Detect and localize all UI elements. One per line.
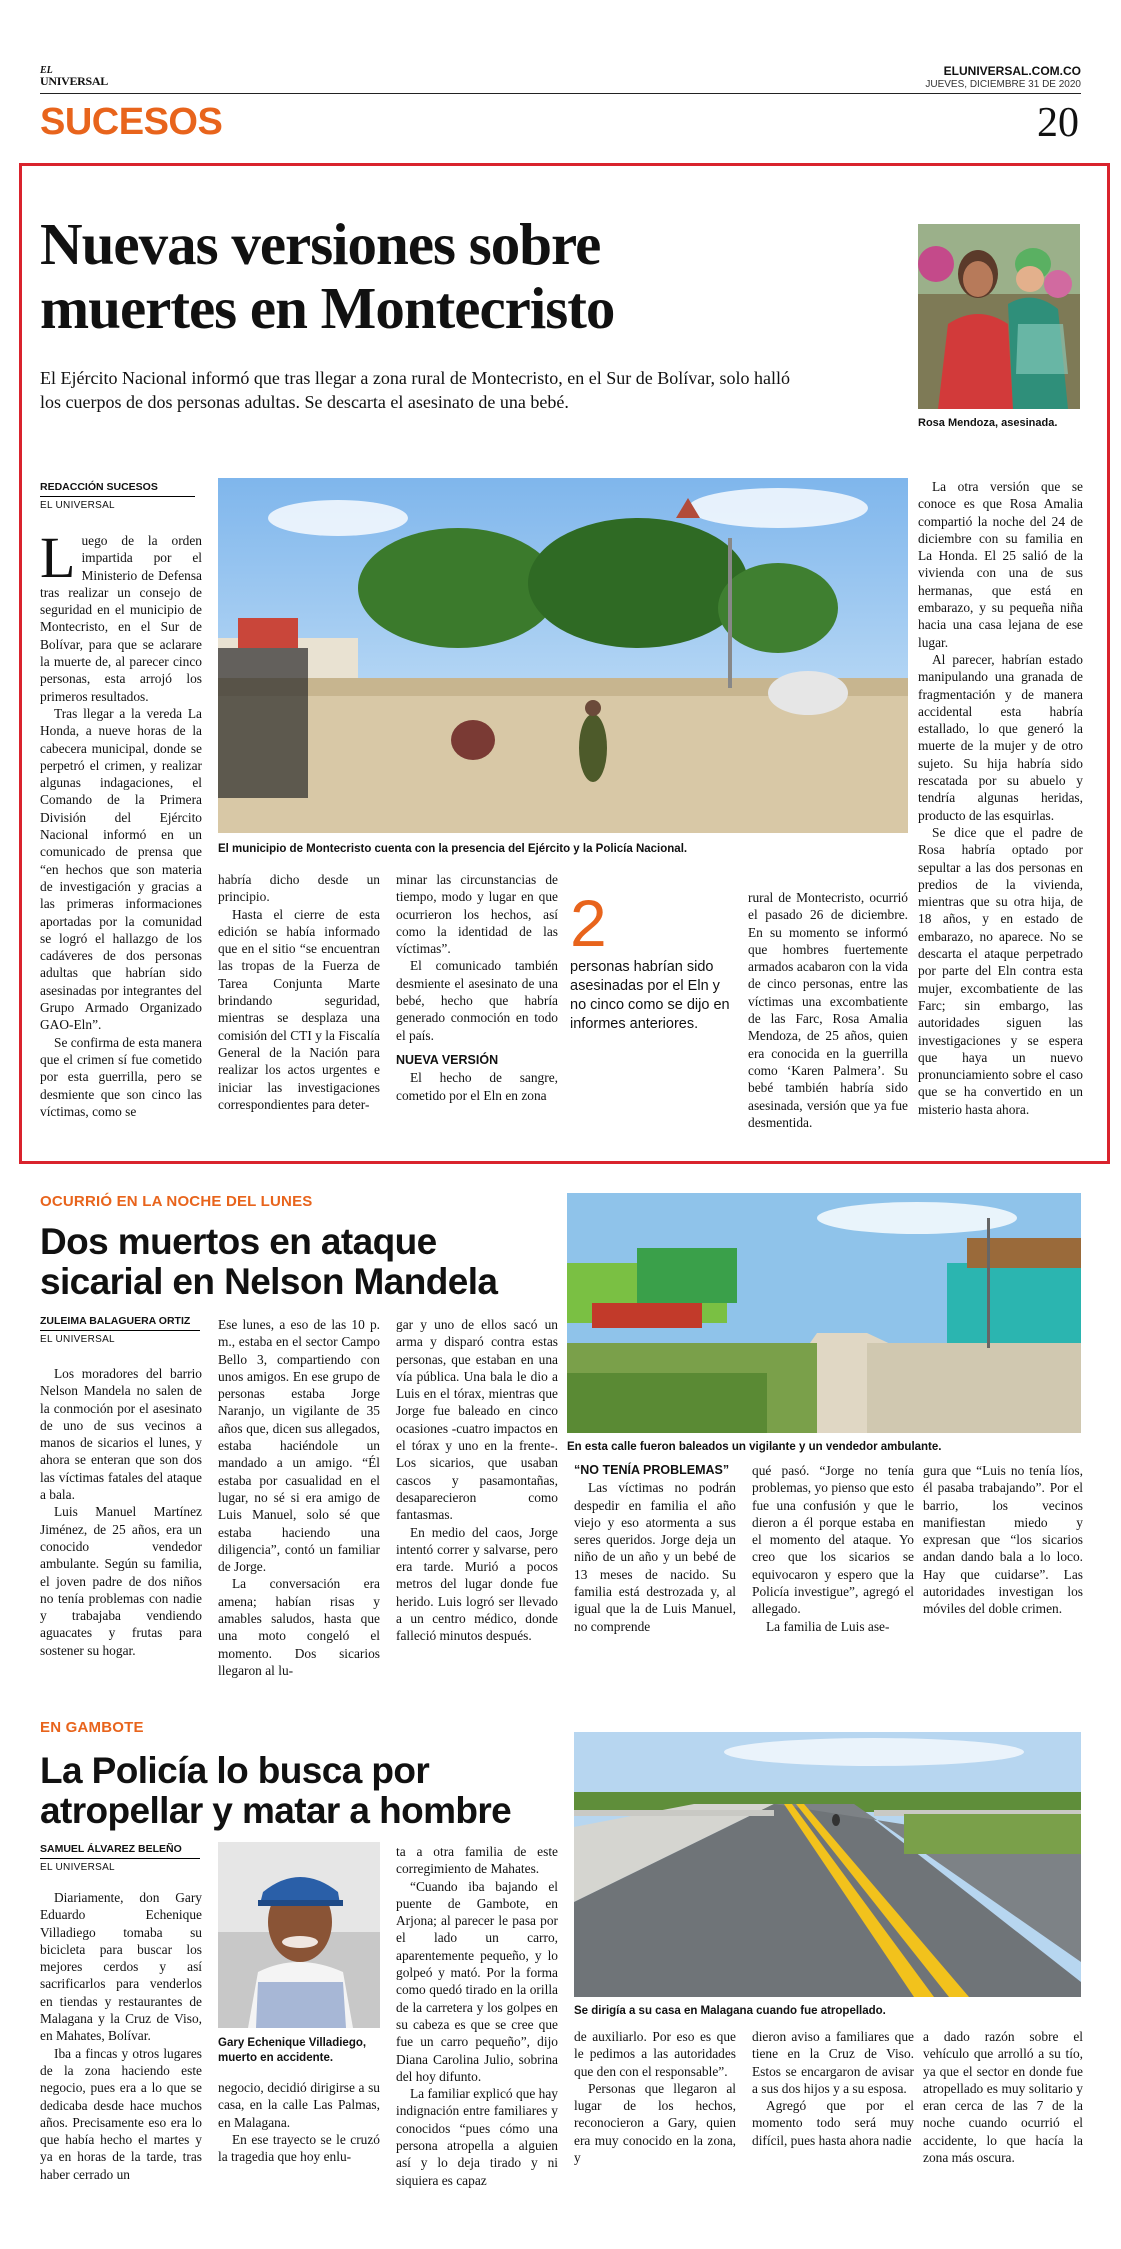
logo-line-2: UNIVERSAL	[40, 74, 108, 88]
story3-col2-p2: En ese trayecto se le cruzó la tragedia que hoy enlu-	[218, 2131, 380, 2165]
story2-column-3	[396, 1316, 558, 1664]
story2-headline-line-2: sicarial en Nelson Mandela	[40, 1261, 498, 1302]
story3-col5-p2: Agregó que por el momento todo será muy difícil, pues hasta ahora nadie	[752, 2098, 914, 2148]
story2-col1-p1: Los moradores del barrio Nelson Mandela no salen de la conmoción por el asesinato de uno de sus vecinos a manos de sicarios el lunes, y ahora se enteran que son dos las víctimas fatales del ataque a bala.	[40, 1366, 202, 1503]
logo-line-1: EL	[40, 65, 53, 76]
story1-col3-p2: El comunicado también desmiente el asesinato de una bebé, hecho que habría generado conmoción en todo el país.	[396, 958, 558, 1043]
story2-col3-p1: gar y uno de ellos sacó un arma y disparó contra estas personas, que estaban en una vía pública. Una bala le dio a Luis en el tórax, mientras que Jorge fue baleado en cinco ocasiones -cuatro impactos en el tórax y uno en la frente-. Los sicarios, que usaban cascos y pasamontañas, desaparecieron como fantasmas.	[396, 1317, 558, 1523]
story2-col5-p1: qué pasó. “Jorge no tenía problemas, yo pienso que esto fue una confusión y que le dieron a él porque estaba en el momento del ataque. Yo creo que los sicarios se equivocaron y espero que la Policía investigue”, agregó el allegado.	[752, 1463, 914, 1617]
story1-dropcap: L	[40, 525, 76, 590]
story2-author-org: EL UNIVERSAL	[40, 1334, 115, 1345]
story2-col2-p2: La conversación era amena; habían risas y amables saludos, hasta que una moto congeló el momento. Dos sicarios llegaron al lu-	[218, 1576, 380, 1678]
story1-col1-p3: Se confirma de esta manera que el crimen sí fue cometido por esta guerrilla, pero se desmiente que son cinco las víctimas, como se	[40, 1034, 202, 1119]
story1-main-photo	[218, 478, 908, 833]
story2-col4-p1: Las víctimas no podrán despedir en familia el año viejo y eso atormenta a sus seres queridos. Jorge deja un niño de un año y un bebé de 13 meses de nacido. Su familia está destrozada y, al igual que la de Luis Manuel, no comprende	[574, 1480, 736, 1634]
story2-col5-p2: La familia de Luis ase-	[766, 1618, 890, 1634]
story1-stat-box	[570, 886, 730, 1034]
story1-headline-line-2: muertes en Montecristo	[40, 275, 615, 341]
story3-column-5	[752, 2028, 914, 2234]
story3-headline-line-1: La Policía lo busca por	[40, 1750, 430, 1791]
story2-col4-subhead: “NO TENÍA PROBLEMAS”	[574, 1463, 730, 1477]
story1-col3-p3: El hecho de sangre, cometido por el Eln en zona	[396, 1070, 558, 1103]
story3-main-photo	[574, 1732, 1081, 1997]
story3-column-2	[218, 2079, 380, 2234]
story1-stat-text: personas habrían sido asesinadas por el Eln y no cinco como se dijo en informes anteriores.	[570, 959, 730, 1032]
story1-column-5	[748, 889, 908, 1131]
story2-headline	[40, 1222, 580, 1302]
story1-column-3	[396, 871, 558, 1131]
story1-portrait-photo	[918, 224, 1080, 409]
story2-byline	[40, 1315, 200, 1345]
story3-column-1	[40, 1889, 202, 2234]
story1-col6-p2: Al parecer, habrían estado manipulando una granada de fragmentación y de manera accidental esta habría estallado, lo que generó la muerte de la mujer y de otro sujeto. Su hija habría sido rescatada por su abuelo y tendría algunas heridas, producto de las esquirlas.	[918, 651, 1083, 823]
story3-author-org: EL UNIVERSAL	[40, 1862, 115, 1873]
story1-portrait-caption: Rosa Mendoza, asesinada.	[918, 417, 1058, 429]
story1-col2-p1: habría dicho desde un principio.	[218, 872, 380, 905]
story3-col4-p1: de auxiliarlo. Por eso es que le pedimos a las autoridades que den con el responsable”.	[574, 2029, 736, 2079]
story3-kicker: EN GAMBOTE	[40, 1719, 144, 1736]
story1-dek: El Ejército Nacional informó que tras llegar a zona rural de Montecristo, en el Sur de Bolívar, solo halló los cuerpos de dos personas adultas. Se descarta el asesinato de una bebé.	[40, 368, 791, 412]
story2-kicker: OCURRIÓ EN LA NOCHE DEL LUNES	[40, 1193, 313, 1210]
section-title: SUCESOS	[40, 101, 223, 143]
story3-column-6	[923, 2028, 1083, 2234]
story3-author: SAMUEL ÁLVAREZ BELEÑO	[40, 1843, 200, 1859]
story1-author-org: EL UNIVERSAL	[40, 500, 115, 511]
story2-column-2	[218, 1316, 380, 1678]
story1-col6-p3: Se dice que el padre de Rosa habría optado por sepultar a las dos personas en predios de la vivienda, mientras que su otra hija, de 18 años, y en estado de embarazo, no aparece. No se descarta el ataque perpetrado por parte del Eln contra esta mujer, excombatiente de las Farc; sin embargo, las autoridades siguen las investigaciones y se espera que haya un nuevo pronunciamiento sobre el caso que se ha convertido en un misterio hasta ahora.	[918, 824, 1083, 1117]
story3-photo-caption: Se dirigía a su casa en Malagana cuando fue atropellado.	[574, 2005, 886, 2017]
issue-date: JUEVES, DICIEMBRE 31 DE 2020	[925, 79, 1081, 90]
story1-col5-p1: rural de Montecristo, ocurrió el pasado 26 de diciembre. En su momento se informó que hombres fuertemente armados acabaron con la vida de cinco personas, entre las víctimas una excombatiente de las Farc, Rosa Amalia Mendoza, de 25 años, quien era conocida en la guerrilla como ‘Karen Palmera’. Su bebé también habría sido asesinada, versión que ya fue desmentida.	[748, 890, 908, 1130]
story1-col1-p2: Tras llegar a la vereda La Honda, a nueve horas de la cabecera municipal, donde se perpetró el crimen, y realizar algunas indagaciones, el Comando de la Primera División del Ejército Nacional informó en un comunicado de prensa que “en hechos que son materia de investigación y gracias a las primeras informaciones aportadas por la comunidad se logró el hallazgo de los cadáveres de dos personas adultas que habrían sido asesinadas por integrantes del Grupo Armado Organizado GAO-Eln”.	[40, 705, 202, 1033]
story2-col1-p2: Luis Manuel Martínez Jiménez, de 25 años, era un conocido vendedor ambulante. Según su familia, el joven padre de dos niños no tenía problemas con nadie y trabajaba vendiendo aguacates y frutas para sostener su hogar.	[40, 1504, 202, 1658]
story1-author: REDACCIÓN SUCESOS	[40, 481, 195, 497]
story2-photo-caption: En esta calle fueron baleados un vigilante y un vendedor ambulante.	[567, 1441, 942, 1453]
story1-headline-line-1: Nuevas versiones sobre	[40, 211, 601, 277]
story2-headline-line-1: Dos muertos en ataque	[40, 1221, 437, 1262]
story1-stat-number: 2	[570, 886, 607, 960]
story1-col3-p1: minar las circunstancias de tiempo, modo y lugar en que ocurrieron los hechos, así como la identidad de las víctimas”.	[396, 872, 558, 957]
story3-column-4	[574, 2028, 736, 2234]
story3-column-3	[396, 1843, 558, 2234]
story2-col3-p2: En medio del caos, Jorge intentó correr y salvarse, pero era tarde. Murió a pocos metros del lugar donde fue herido. Luis logró ser llevado a un centro médico, donde falleció minutos después.	[396, 1524, 558, 1644]
site-url: ELUNIVERSAL.COM.CO	[943, 64, 1081, 78]
story1-column-2	[218, 871, 380, 1131]
story2-main-photo	[567, 1193, 1081, 1433]
story1-byline	[40, 481, 195, 511]
story1-col2-p2: Hasta el cierre de esta edición se había informado que en el sitio “se encuentran las tropas de la Fuerza de Tarea Conjunta Marte brindando seguridad, mientras se desplaza una comisión del CTI y la Fiscalía General de la Nación para realizar los actos urgentes e iniciar las investigaciones correspondientes para deter-	[218, 906, 380, 1112]
story3-col3-p3: La familiar explicó que hay indignación entre familiares y conocidos “pues cómo una persona atropella a alguien así y lo deja tirado y ni siquiera es capaz	[396, 2086, 558, 2188]
story2-author: ZULEIMA BALAGUERA ORTIZ	[40, 1315, 200, 1331]
story3-col4-p2: Personas que llegaron al lugar de los hechos, reconocieron a Gary, quien era muy conocido en la zona, y	[574, 2080, 736, 2166]
story2-column-6	[923, 1462, 1083, 1667]
story3-col6-p1: a dado razón sobre el vehículo que arrolló a su tío, ya que el sector en donde fue atropellado es muy solitario y eran cerca de las 7 de la noche cuando ocurrió el accidente, lo que hacía la zona más oscura.	[923, 2029, 1083, 2166]
masthead-rule	[40, 93, 1081, 94]
story3-col1-p1: Diariamente, don Gary Eduardo Echenique Villadiego tomaba su bicicleta para buscar los mejores cerdos y así sacrificarlos para venderlos en tiendas y restaurantes de Malagana y la Cruz de Viso, en Mahates, Bolívar.	[40, 1890, 202, 2044]
story3-col5-p1: dieron aviso a familiares que tiene en la Cruz de Viso. Estos se encargaron de avisar a sus dos hijos y a su esposa.	[752, 2029, 914, 2096]
story3-col2-p1: negocio, decidió dirigirse a su casa, en la calle Las Palmas, en Malagana.	[218, 2080, 380, 2130]
story1-column-6	[918, 478, 1083, 1138]
story2-column-4	[574, 1462, 736, 1667]
page-number: 20	[1037, 100, 1079, 146]
story3-portrait-caption: Gary Echenique Villadiego, muerto en accidente.	[218, 2037, 367, 2064]
story1-photo-caption: El municipio de Montecristo cuenta con la presencia del Ejército y la Policía Nacional.	[218, 843, 688, 855]
story3-byline	[40, 1843, 200, 1873]
story1-column-1	[40, 525, 202, 1122]
story1-headline	[40, 212, 614, 340]
story2-column-1	[40, 1365, 202, 1675]
logo	[40, 65, 108, 87]
story1-col3-subhead: NUEVA VERSIÓN	[396, 1052, 499, 1067]
story3-portrait-photo	[218, 1842, 380, 2028]
story3-col3-p2: “Cuando iba bajando el puente de Gambote, en Arjona; al parecer le pasa por el lado un carro, aparentemente pequeño, y lo golpeó y mató. Por la forma como quedó tirado en la orilla de la carretera y los golpes en su cabeza es que se cree que fue un carro pequeño”, dijo Diana Carolina Julio, sobrina del hoy difunto.	[396, 1878, 558, 2084]
story3-headline	[40, 1751, 580, 1831]
story2-col2-p1: Ese lunes, a eso de las 10 p. m., estaba en el sector Campo Bello 3, compartiendo con unos amigos. En ese grupo de personas estaba Jorge Naranjo, un vigilante de 35 años que, dicen sus allegados, estaba haciéndole un mandado a un amigo. “Él estaba por casualidad en el lugar, no sé si era amigo de Luis Manuel, solo sé que estaba haciendo una diligencia”, contó un familiar de Jorge.	[218, 1317, 380, 1575]
story2-col6-p1: gura que “Luis no tenía líos, él pasaba trabajando”. Por el barrio, los vecinos manifiestan miedo y expresan que “los sicarios andan dando bala a lo loco. Hay que cuidarse”. Las autoridades investigan los móviles del doble crimen.	[923, 1463, 1083, 1617]
story3-headline-line-2: atropellar y matar a hombre	[40, 1790, 512, 1831]
story3-col3-p1: ta a otra familia de este corregimiento de Mahates.	[396, 1844, 558, 1877]
story3-col1-p2: Iba a fincas y otros lugares de la zona haciendo este negocio, pues era a lo que se dedicaba desde hace muchos años. Precisamente eso era lo que había hecho el martes y ya en horas de la tarde, tras haber cerrado un	[40, 2045, 202, 2182]
story1-col1-p1: uego de la orden impartida por el Ministerio de Defensa tras realizar un consejo de seguridad en el municipio de Montecristo, en el Sur de Bolívar, para que se aclarare la muerte de, al parecer cinco personas, esta arrojó los primeros resultados.	[40, 533, 202, 704]
story1-col6-p1: La otra versión que se conoce es que Rosa Amalia compartió la noche del 24 de diciembre con su familia en La Honda. El 25 salió de la vivienda con una de sus hermanas, que está en embarazo, y su pequeña niña hacia una casa lejana de ese lugar.	[918, 479, 1083, 650]
story2-column-5	[752, 1462, 914, 1667]
